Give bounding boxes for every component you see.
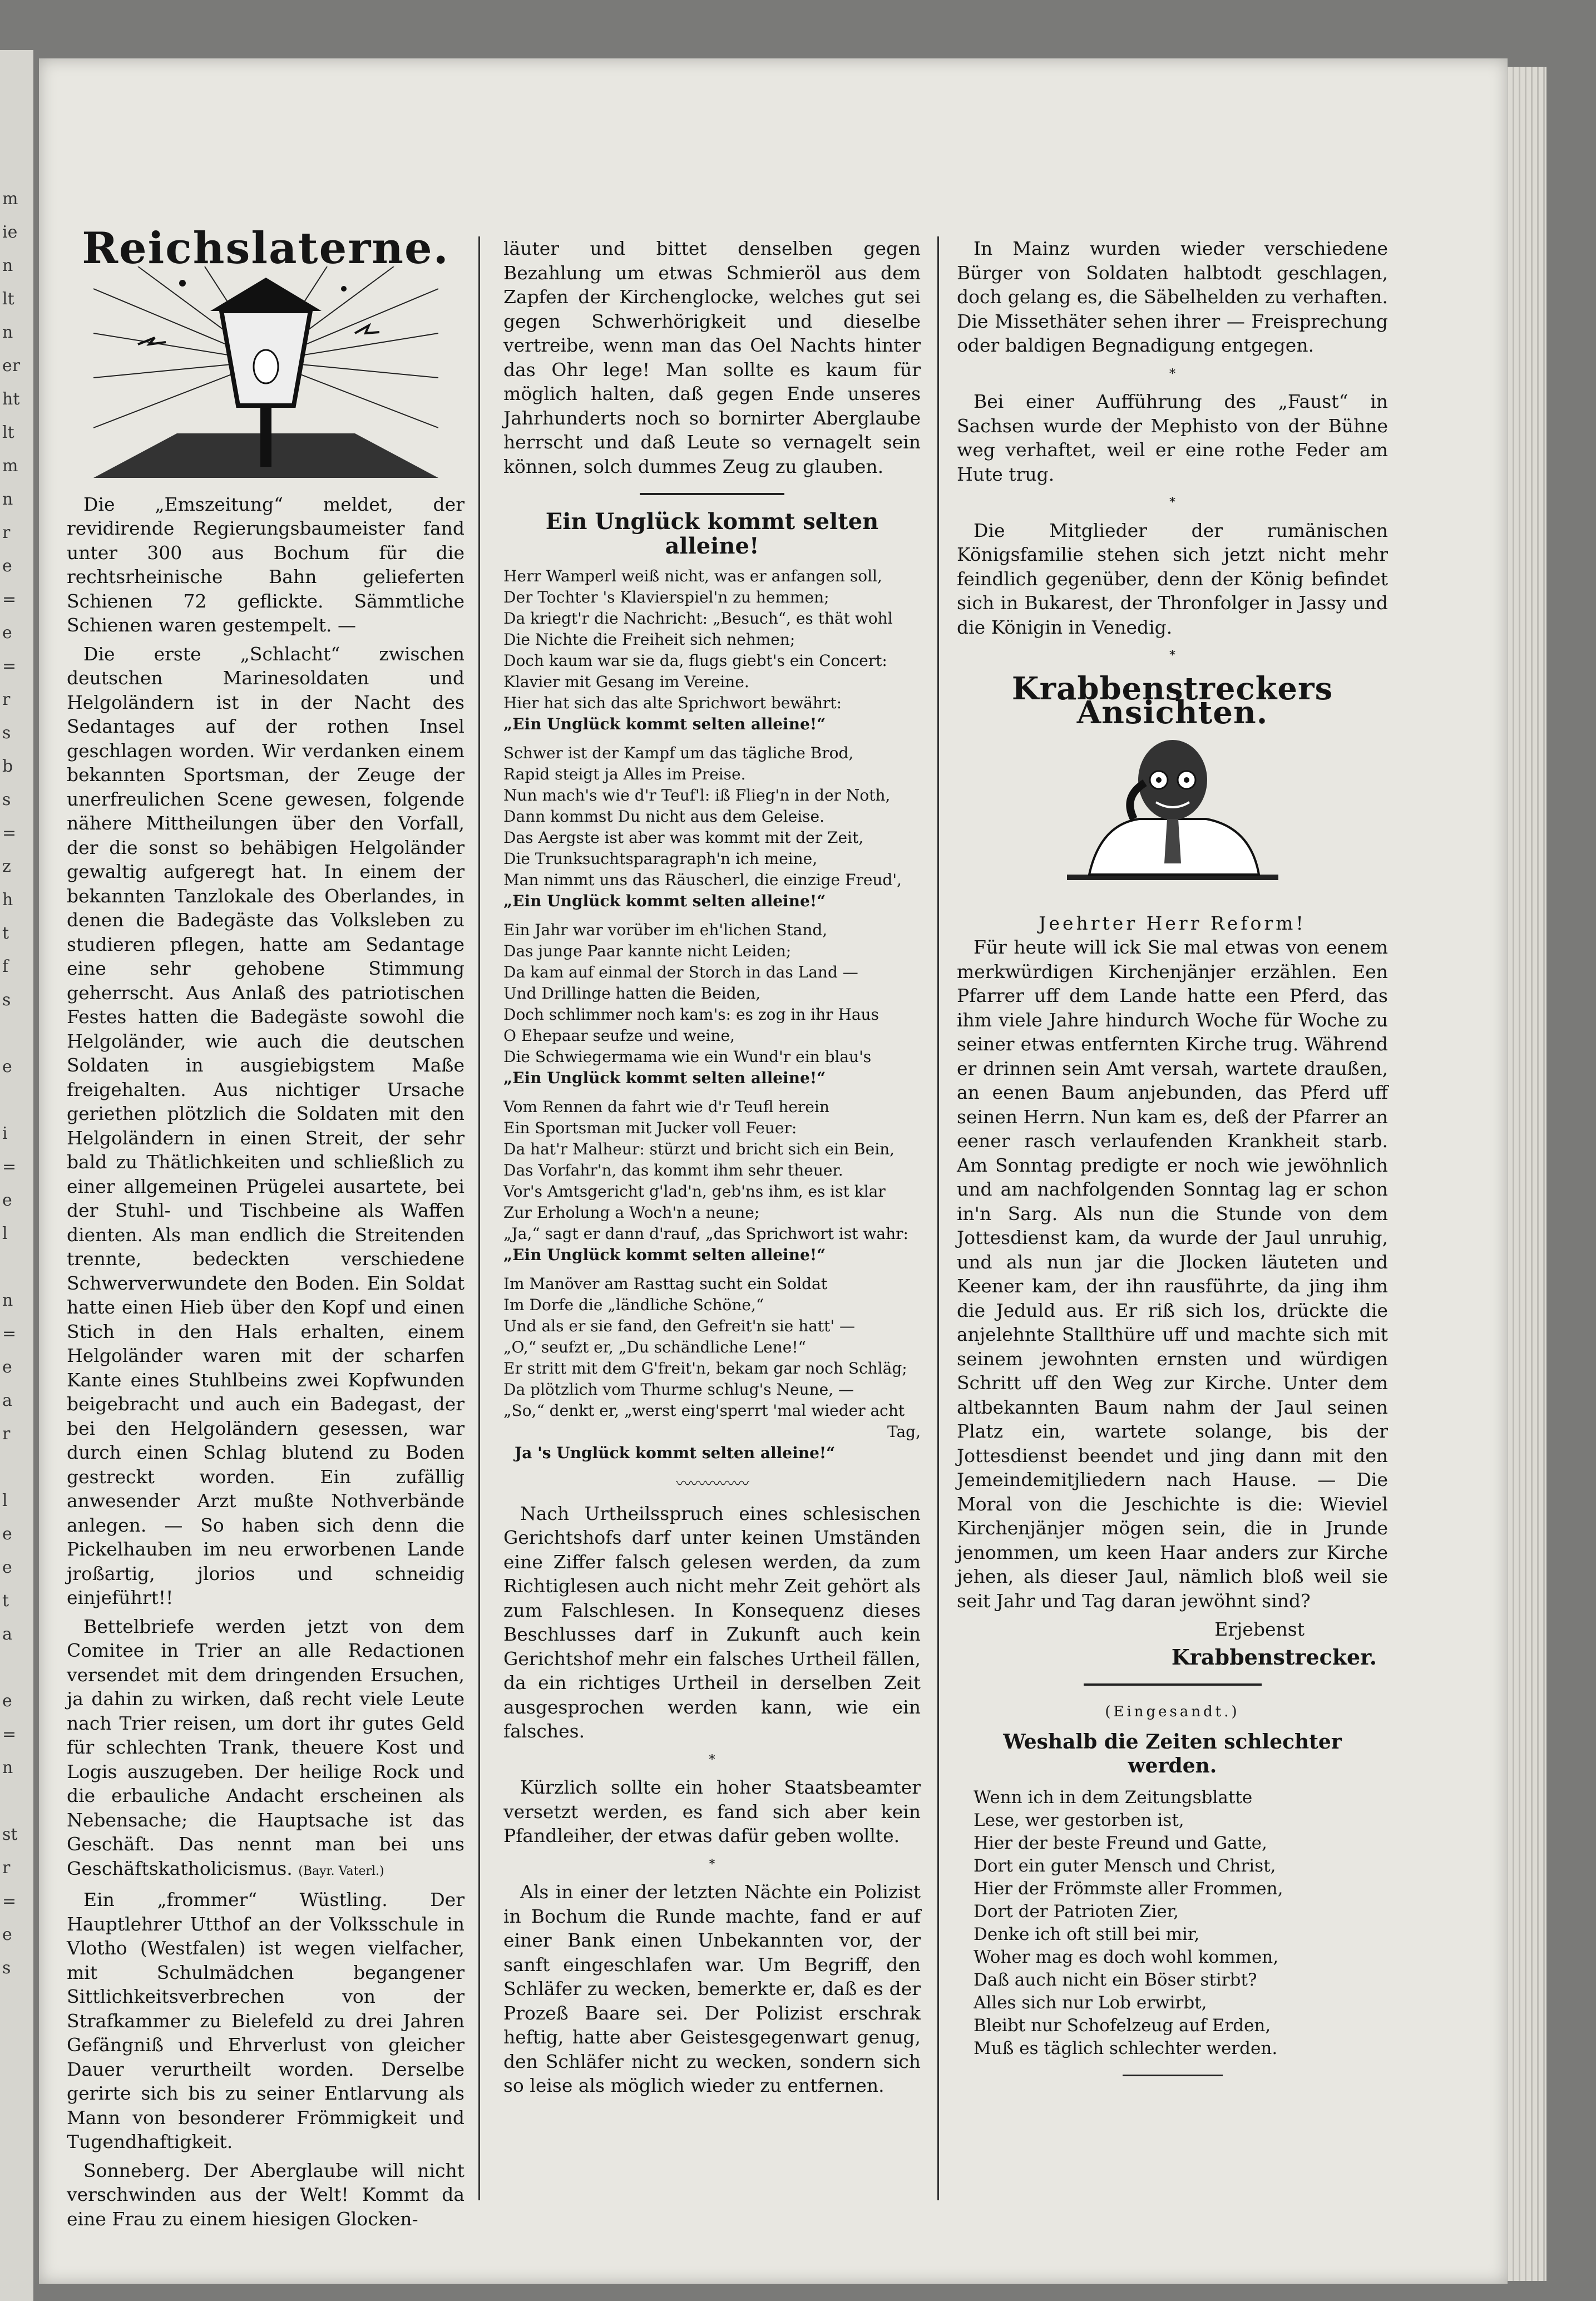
margin-fragment: = <box>2 1157 17 1177</box>
column-3 <box>957 236 1388 2091</box>
poem-line: Da hat'r Malheur: stürzt und bricht sich ein Bein, <box>503 1140 895 1158</box>
stanza-5: Im Manöver am Rasttag sucht ein Soldat Im Dorfe die „ländliche Schöne,“ Und als er sie fand, den Gefreit'n sie hatt' — „O,“ seufzt er, „Du schändliche Lene!“ Er stritt mit dem G'freit'n, bekam gar noch Schläg; Da plötzlich vom Thurme schlug's Neune, — „So,“ denkt er, „werst eing'sperrt 'mal wieder acht Tag, Ja 's Unglück kommt selten alleine!“ <box>503 1275 921 1462</box>
separator-star: * <box>1169 367 1175 381</box>
margin-fragment: r <box>2 1858 11 1878</box>
adjacent-page-strip <box>0 50 33 2301</box>
margin-fragment: m <box>2 189 18 209</box>
poem-line: Nun mach's wie d'r Teuf'l: iß Flieg'n in der Noth, <box>503 786 891 804</box>
poem-line: Hier hat sich das alte Sprichwort bewährt: <box>503 694 842 712</box>
margin-fragment: ie <box>2 223 18 242</box>
poem-line: Und als er sie fand, den Gefreit'n sie hatt' — <box>503 1317 855 1335</box>
poem-line: „So,“ denkt er, „werst eing'sperrt 'mal wieder acht <box>503 1401 905 1420</box>
margin-fragment: h <box>2 890 13 910</box>
margin-fragment: f <box>2 957 9 976</box>
page-edge-stack <box>1502 67 1546 2281</box>
poem-unglueck <box>503 566 921 1464</box>
poem-line: Der Tochter 's Klavierspiel'n zu hemmen; <box>503 588 829 606</box>
article-rumaenien: Die Mitglieder der rumänischen Königsfamilie stehen sich jetzt nicht mehr feindlich gegenüber, denn der König befindet sich in Bukarest, der Thronfolger in Jassy und die Königin in Venedig. <box>957 519 1388 638</box>
poem-line: Das Vorfahr'n, das kommt ihm sehr theuer. <box>503 1161 843 1179</box>
poem-line: Dann kommst Du nicht aus dem Geleise. <box>503 807 824 826</box>
margin-fragment: e <box>2 556 12 576</box>
poem-line: Man nimmt uns das Räuscherl, die einzige Freud', <box>503 871 902 889</box>
margin-fragment: er <box>2 356 21 376</box>
eingesandt-label: (Eingesandt.) <box>1105 1703 1240 1720</box>
poem-line: Im Dorfe die „ländliche Schöne,“ <box>503 1296 764 1314</box>
margin-fragment: l <box>2 1491 8 1510</box>
margin-fragment: z <box>2 857 11 876</box>
margin-fragment: e <box>2 1558 12 1577</box>
poem-title: Ein Unglück kommt selten alleine! <box>545 508 879 559</box>
salutation: Jeehrter Herr Reform! <box>1039 912 1306 934</box>
poem-line: Bleibt nur Schofelzeug auf Erden, <box>974 2015 1271 2036</box>
poem-line: „Ja,“ sagt er dann d'rauf, „das Sprichwort ist wahr: <box>503 1224 908 1243</box>
margin-fragment: r <box>2 1424 11 1444</box>
margin-fragment: a <box>2 1391 12 1410</box>
margin-fragment: a <box>2 1624 12 1644</box>
divider <box>1084 1683 1262 1686</box>
margin-fragment: lt <box>2 289 14 309</box>
margin-fragment: lt <box>2 423 14 442</box>
poem-line: Doch schlimmer noch kam's: es zog in ihr Haus <box>503 1005 879 1024</box>
margin-fragment: = <box>2 823 17 843</box>
poem-line: Und Drillinge hatten die Beiden, <box>503 984 761 1003</box>
margin-fragment: ht <box>2 389 20 409</box>
margin-fragment: t <box>2 924 9 943</box>
margin-fragment: n <box>2 1758 13 1777</box>
margin-fragment: s <box>2 1958 11 1978</box>
margin-fragment: r <box>2 690 11 709</box>
poem-zeiten <box>957 1786 1388 2060</box>
margin-fragment: b <box>2 757 13 776</box>
reichslaterne-title: Reichslaterne. <box>82 223 449 274</box>
margin-fragment: = <box>2 1892 17 1911</box>
margin-fragment: e <box>2 1357 12 1377</box>
poem-line: O Ehepaar seufze und weine, <box>503 1026 735 1045</box>
separator-star: * <box>709 1752 715 1767</box>
poem-line: Die Schwiegermama wie ein Wund'r ein blau's <box>503 1048 872 1066</box>
poem-line: Dort ein guter Mensch und Christ, <box>974 1855 1276 1876</box>
man-portrait-illustration <box>1067 735 1278 897</box>
poem-line: Alles sich nur Lob erwirbt, <box>974 1992 1207 2013</box>
newspaper-page <box>39 58 1508 2284</box>
poem-line: Herr Wamperl weiß nicht, was er anfangen soll, <box>503 567 882 585</box>
margin-fragment: n <box>2 256 13 275</box>
separator-star: * <box>709 1857 715 1872</box>
margin-fragment: = <box>2 656 17 676</box>
poem-line: Vom Rennen da fahrt wie d'r Teufl herein <box>503 1098 829 1116</box>
signature: Krabbenstrecker. <box>1171 1644 1377 1670</box>
separator-star: * <box>1169 649 1175 663</box>
poem-line: Zur Erholung a Woch'n a neune; <box>503 1203 760 1222</box>
letter-body: Für heute will ick Sie mal etwas von eenem merkwürdigen Kirchenjänjer erzählen. Een Pfarrer uff dem Lande hatte een Pferd, das ihm viele Jahre hindurch Woche für Woche zu seiner etwas entfernten Kirche trug. Während er drinnen sein Amt versah, wartete draußen, an eenen Baum anjebunden, das Pferd uff seinen Herrn. Nun kam es, deß der Pfarrer an eener rasch verlaufenden Krankheit starb. Am Sonntag predigte er noch wie jewöhnlich und am nachfolgenden Sonntag lag er schon in'n Sarg. Als nun die Stunde von dem Jottesdienst kam, da wurde der Jaul unruhig, und als nun jar die Jlocken läuteten und Keener kam, der ihn rausführte, da jing ihm die Jeduld aus. Er riß sich los, drückte die anjelehnte Stallthüre uff und machte sich mit seinem jewohnten ernsten und würdigen Schritt uff den Weg zur Kirche. Unter dem altbekannten Baum nahm der Jaul seinen Platz ein, wartete solange, bis der Jottesdienst beendet und jing dann mit den Jemeindemitjliedern nach Hause. — Die Moral von die Jeschichte is die: Wieviel Kirchenjänjer mögen sein, die in Jrunde jenommen, um keen Haar anders zur Kirche jehen, als dieser Jaul, nämlich bloß weil sie seit Jahr und Tag daran jewöhnt sind? <box>957 936 1388 1612</box>
article-sonneberg: Sonneberg. Der Aberglaube will nicht verschwinden aus der Welt! Kommt da eine Frau zu einem hiesigen Glocken- <box>67 2159 465 2230</box>
poem-line: Vor's Amtsgericht g'lad'n, geb'ns ihm, es ist klar <box>503 1182 886 1201</box>
article-mainz: In Mainz wurden wieder verschiedene Bürger von Soldaten halbtodt geschlagen, doch gelang es, die Säbelhelden zu verhaften. Die Missethäter sehen ihrer — Freisprechung oder baldigen Begnadigung entgegen. <box>957 238 1388 356</box>
article-polizist: Als in einer der letzten Nächte ein Polizist in Bochum die Runde machte, fand er auf einer Bank einen Unbekannten vor, der sanft eingeschlafen war. Um Begriff, den Schläfer zu wecken, bemerkte er, daß es der Prozeß Baare sei. Der Polizist erschrak heftig, hatte aber Geistesgegenwart genug, den Schläfer nicht zu wecken, sondern sich so leise als möglich wieder zu entfernen. <box>503 1881 921 2096</box>
poem-line: Die Trunksuchtsparagraph'n ich meine, <box>503 850 818 868</box>
margin-fragment: e <box>2 1691 12 1711</box>
divider <box>640 493 784 495</box>
poem-line: Das junge Paar kannte nicht Leiden; <box>503 942 792 960</box>
margin-fragment: e <box>2 1057 12 1077</box>
article-bettelbriefe: Bettelbriefe werden jetzt von dem Comitee in Trier an alle Redactionen versendet mit dem dringenden Ersuchen, ja dahin zu wirken, daß recht viele Leute nach Trier reisen, um dort ihr gutes Geld für schlechten Trank, theuere Kost und Logis auszugeben. Der heilige Rock und die erbauliche Andacht erscheinen als Nebensache; die Hauptsache ist das Geschäft. Das nennt man bei uns Geschäftskatholicismus. (Bayr. Vaterl.) <box>67 1615 465 1879</box>
margin-fragment: s <box>2 990 11 1010</box>
stanza-2: Schwer ist der Kampf um das tägliche Brod, Rapid steigt ja Alles im Preise. Nun mach's wie d'r Teuf'l: iß Flieg'n in der Noth, Dann kommst Du nicht aus dem Geleise. Das Aergste ist aber was kommt mit der Zeit, Die Trunksuchtsparagraph'n ich meine, Man nimmt uns das Räuscherl, die einzige Freud', „Ein Unglück kommt selten alleine!“ <box>503 743 921 912</box>
stanza-4: Vom Rennen da fahrt wie d'r Teufl herein Ein Sportsman mit Jucker voll Feuer: Da hat'r Malheur: stürzt und bricht sich ein Bein, Das Vorfahr'n, das kommt ihm sehr theuer. Vor's Amtsgericht g'lad'n, geb'ns ihm, es ist klar Zur Erholung a Woch'n a neune; „Ja,“ sagt er dann d'rauf, „das Sprichwort ist wahr: „Ein Unglück kommt selten alleine!“ <box>503 1097 921 1266</box>
poem-title-zeiten: Weshalb die Zeiten schlechter werden. <box>1003 1730 1342 1777</box>
margin-fragment: s <box>2 723 11 743</box>
article-faust: Bei einer Aufführung des „Faust“ in Sachsen wurde der Mephisto von der Bühne weg verhaftet, weil er eine rothe Feder am Hute trug. <box>957 391 1388 485</box>
stanza-3: Ein Jahr war vorüber im eh'lichen Stand, Das junge Paar kannte nicht Leiden; Da kam auf einmal der Storch in das Land — Und Drillinge hatten die Beiden, Doch schlimmer noch kam's: es zog in ihr Haus O Ehepaar seufze und weine, Die Schwiegermama wie ein Wund'r ein blau's „Ein Unglück kommt selten alleine!“ <box>503 920 921 1089</box>
poem-line: Er stritt mit dem G'freit'n, bekam gar noch Schläg; <box>503 1359 907 1377</box>
poem-line: Da plötzlich vom Thurme schlug's Neune, — <box>503 1380 854 1399</box>
margin-fragment: = <box>2 1725 17 1744</box>
margin-fragment: t <box>2 1591 9 1611</box>
margin-fragment: = <box>2 1324 17 1344</box>
end-rule <box>1123 2075 1223 2076</box>
margin-fragment: n <box>2 490 13 509</box>
source-note: (Bayr. Vaterl.) <box>298 1864 384 1878</box>
poem-line: Die Nichte die Freiheit sich nehmen; <box>503 630 795 649</box>
margin-fragment: st <box>2 1825 18 1844</box>
krabbenstrecker-title: Krabbenstreckers Ansichten. <box>1011 670 1333 731</box>
poem-line: Rapid steigt ja Alles im Preise. <box>503 765 746 783</box>
poem-line: Wenn ich in dem Zeitungsblatte <box>974 1787 1253 1808</box>
poem-line: Hier der beste Freund und Gatte, <box>974 1833 1267 1853</box>
margin-fragment: n <box>2 323 13 342</box>
margin-fragment: r <box>2 523 11 542</box>
poem-line: Im Manöver am Rasttag sucht ein Soldat <box>503 1275 827 1293</box>
margin-fragment: e <box>2 1524 12 1544</box>
poem-line: Woher mag es doch wohl kommen, <box>974 1947 1279 1967</box>
column-rule-1 <box>478 236 480 2200</box>
article-emszeitung: Die „Emszeitung“ meldet, der revidirende Regierungsbaumeister fand unter 300 aus Bochum für die rechtsrheinische Bahn gelieferten Schienen 72 geflickte. Sämmtliche Schienen waren gestempelt. — <box>67 493 465 636</box>
poem-line: Denke ich oft still bei mir, <box>974 1924 1200 1944</box>
article-schlacht: Die erste „Schlacht“ zwischen deutschen Marinesoldaten und Helgoländern ist in der Nacht des Sedantages auf der rothen Insel geschlagen worden. Wir verdanken einem bekannten Sportsman, der Zeuge der unerfreulichen Scene gewesen, folgende nähere Mittheilungen über den Vorfall, der die sonst so behäbigen Helgoländer gewaltig aufgeregt hat. In einem der bekannten Tanzlokale des Oberlandes, in denen die Badegäste das Volksleben zu studieren pflegen, hatte am Sedantage eine sehr gehobene Stimmung geherrscht. Aus Anlaß des patriotischen Festes hatten die Badegäste sowohl die Helgoländer, wie auch die deutschen Soldaten in ausgiebigstem Maße freigehalten. Aus nichtiger Ursache geriethen plötzlich die Soldaten mit den Helgoländern in einen Streit, der sehr bald zu Thätlichkeiten und schließlich zu einer allgemeinen Prügelei ausartete, bei der Stuhl- und Tischbeine als Waffen dienten. Als man endlich die Streitenden trennte, bedeckten verschiedene Schwerverwundete den Boden. Ein Soldat hatte einen Hieb über den Kopf und einen Stich in den Hals erhalten, einem Helgoländer waren mit der scharfen Kante eines Stuhlbeins zwei Kopfwunden beigebracht und auch ein Badegast, der bei den Helgoländern gesessen, war durch einen Schlag blutend zu Boden gestreckt worden. Ein zufällig anwesender Arzt mußte Nothverbände anlegen. — So haben sich denn die Pickelhauben im neu erworbenen Lande jroßartig, jlorios und schneidig einjeführt!! <box>67 643 465 1608</box>
article-urtheilsspruch: Nach Urtheilsspruch eines schlesischen Gerichtshofs darf unter keinen Umständen eine Ziffer falsch gelesen werden, da zum Richtiglesen auch nicht mehr Zeit gehört als zum Falschlesen. In Konsequenz dieses Beschlusses darf in Zukunft auch kein Gerichtshof mehr ein falsches Urtheil fällen, da ein richtiges Urtheil in derselben Zeit ausgesprochen werden kann, wie ein falsches. <box>503 1502 921 1742</box>
poem-line: Schwer ist der Kampf um das tägliche Brod, <box>503 744 854 762</box>
margin-fragment: e <box>2 1191 12 1210</box>
column-1 <box>67 223 465 2235</box>
poem-line: Ein Sportsman mit Jucker voll Feuer: <box>503 1119 797 1137</box>
poem-line: Hier der Frömmste aller Frommen, <box>974 1878 1283 1899</box>
margin-fragment: = <box>2 590 17 609</box>
poem-line: Muß es täglich schlechter werden. <box>974 2038 1278 2058</box>
margin-fragment: m <box>2 456 18 476</box>
poem-line: Da kam auf einmal der Storch in das Land — <box>503 963 858 981</box>
poem-line: Klavier mit Gesang im Vereine. <box>503 673 749 691</box>
margin-fragment: l <box>2 1224 8 1243</box>
margin-fragment: i <box>2 1124 8 1143</box>
margin-fragment: n <box>2 1291 13 1310</box>
poem-line: Doch kaum war sie da, flugs giebt's ein Concert: <box>503 651 887 670</box>
poem-line: Da kriegt'r die Nachricht: „Besuch“, es thät wohl <box>503 609 893 628</box>
article-wuestling: Ein „frommer“ Wüstling. Der Hauptlehrer Utthof an der Volksschule in Vlotho (Westfalen) ist wegen vielfacher, mit Schulmädchen begangener Sittlichkeitsverbrechen von der Strafkammer zu Bielefeld zu drei Jahren Gefängniß und Ehrverlust von gleicher Dauer verurtheilt worden. Derselbe gerirte sich bis zu seiner Entlarvung als Mann von besonderer Frömmigkeit und Tugendhaftigkeit. <box>67 1889 465 2152</box>
poem-line: „O,“ seufzt er, „Du schändliche Lene!“ <box>503 1338 806 1356</box>
poem-line: Lese, wer gestorben ist, <box>974 1810 1184 1830</box>
poem-line: Daß auch nicht ein Böser stirbt? <box>974 1969 1257 1990</box>
column-rule-2 <box>937 236 939 2200</box>
closing: Erjebenst <box>1214 1618 1305 1640</box>
wavy-divider: 〰〰〰〰〰 <box>675 1474 748 1493</box>
margin-fragment: e <box>2 1925 12 1944</box>
poem-line: Ein Jahr war vorüber im eh'lichen Stand, <box>503 921 828 939</box>
poem-line: Das Aergste ist aber was kommt mit der Zeit, <box>503 828 864 847</box>
poem-line: Dort der Patrioten Zier, <box>974 1901 1179 1922</box>
margin-fragment: s <box>2 790 11 809</box>
column-2 <box>503 236 921 2102</box>
article-sonneberg-cont: läuter und bittet denselben gegen Bezahlung um etwas Schmieröl aus dem Zapfen der Kirchenglocke, welches gut sei gegen Schwerhörigkeit und dieselbe vertreibe, wenn man das Oel Nachts hinter das Ohr lege! Man sollte es kaum für möglich halten, daß gegen Ende unseres Jahrhunderts noch so bornirter Aberglaube herrscht und daß Leute so vernagelt sein können, solch dummes Zeug zu glauben. <box>503 238 921 477</box>
margin-fragment: e <box>2 623 12 643</box>
separator-star: * <box>1169 496 1175 510</box>
stanza-1: Herr Wamperl weiß nicht, was er anfangen soll, Der Tochter 's Klavierspiel'n zu hemmen; Da kriegt'r die Nachricht: „Besuch“, es thät wohl Die Nichte die Freiheit sich nehmen; Doch kaum war sie da, flugs giebt's ein Concert: Klavier mit Gesang im Vereine. Hier hat sich das alte Sprichwort bewährt: „Ein Unglück kommt selten alleine!“ <box>503 566 921 735</box>
article-staatsbeamter: Kürzlich sollte ein hoher Staatsbeamter versetzt werden, es fand sich aber kein Pfandleiher, der etwas dafür geben wollte. <box>503 1776 921 1846</box>
lantern-illustration <box>93 266 438 478</box>
